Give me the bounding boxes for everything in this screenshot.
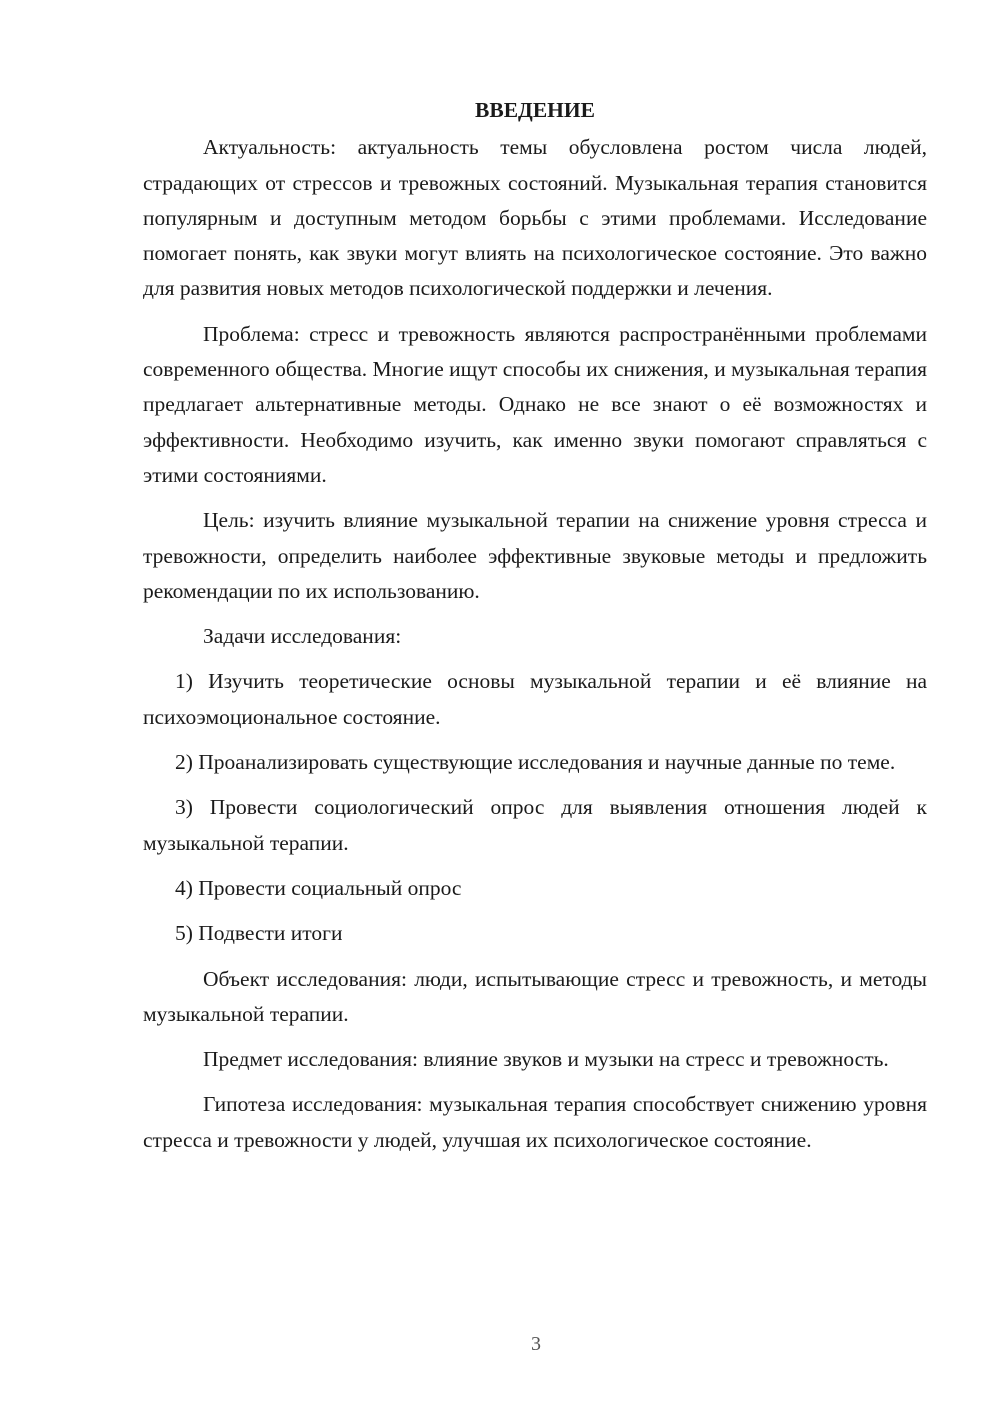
task-item-3: 3) Провести социологический опрос для выявления отношения людей к музыкальной терапии. — [143, 795, 927, 855]
task-item-1: 1) Изучить теоретические основы музыкальной терапии и её влияние на психоэмоциональное состояние. — [143, 669, 927, 729]
paragraph-subject: Предмет исследования: влияние звуков и музыки на стресс и тревожность. — [203, 1047, 889, 1072]
paragraph-object: Объект исследования: люди, испытывающие стресс и тревожность, и методы музыкальной терапии. — [143, 966, 927, 1026]
task-item-5: 5) Подвести итоги — [175, 921, 343, 946]
tasks-heading: Задачи исследования: — [203, 624, 402, 649]
page-number: 3 — [531, 1333, 541, 1355]
paragraph-hypothesis: Гипотеза исследования: музыкальная терапия способствует снижению уровня стресса и тревожности у людей, улучшая их психологическое состояние. — [143, 1092, 927, 1152]
page-content — [143, 93, 927, 1168]
task-item-4: 4) Провести социальный опрос — [175, 875, 462, 900]
paragraph-relevance: Актуальность: актуальность темы обусловлена ростом числа людей, страдающих от стрессов и тревожных состояний. Музыкальная терапия становится популярным и доступным методом борьбы с этими проблемами. Исследование помогает понять, как звуки могут влиять на психологическое состояние. Это важно для развития новых методов психологической поддержки и лечения. — [143, 135, 927, 301]
paragraph-goal: Цель: изучить влияние музыкальной терапии на снижение уровня стресса и тревожности, определить наиболее эффективные звуковые методы и предложить рекомендации по их использованию. — [143, 508, 927, 603]
paragraph-problem: Проблема: стресс и тревожность являются распространёнными проблемами современного общества. Многие ищут способы их снижения, и музыкальная терапия предлагает альтернативные методы. Однако не все знают о её возможностях и эффективности. Необходимо изучить, как именно звуки помогают справляться с этими состояниями. — [143, 321, 927, 487]
task-item-2: 2) Проанализировать существующие исследования и научные данные по теме. — [175, 750, 896, 775]
page-title: ВВЕДЕНИЕ — [475, 98, 595, 122]
